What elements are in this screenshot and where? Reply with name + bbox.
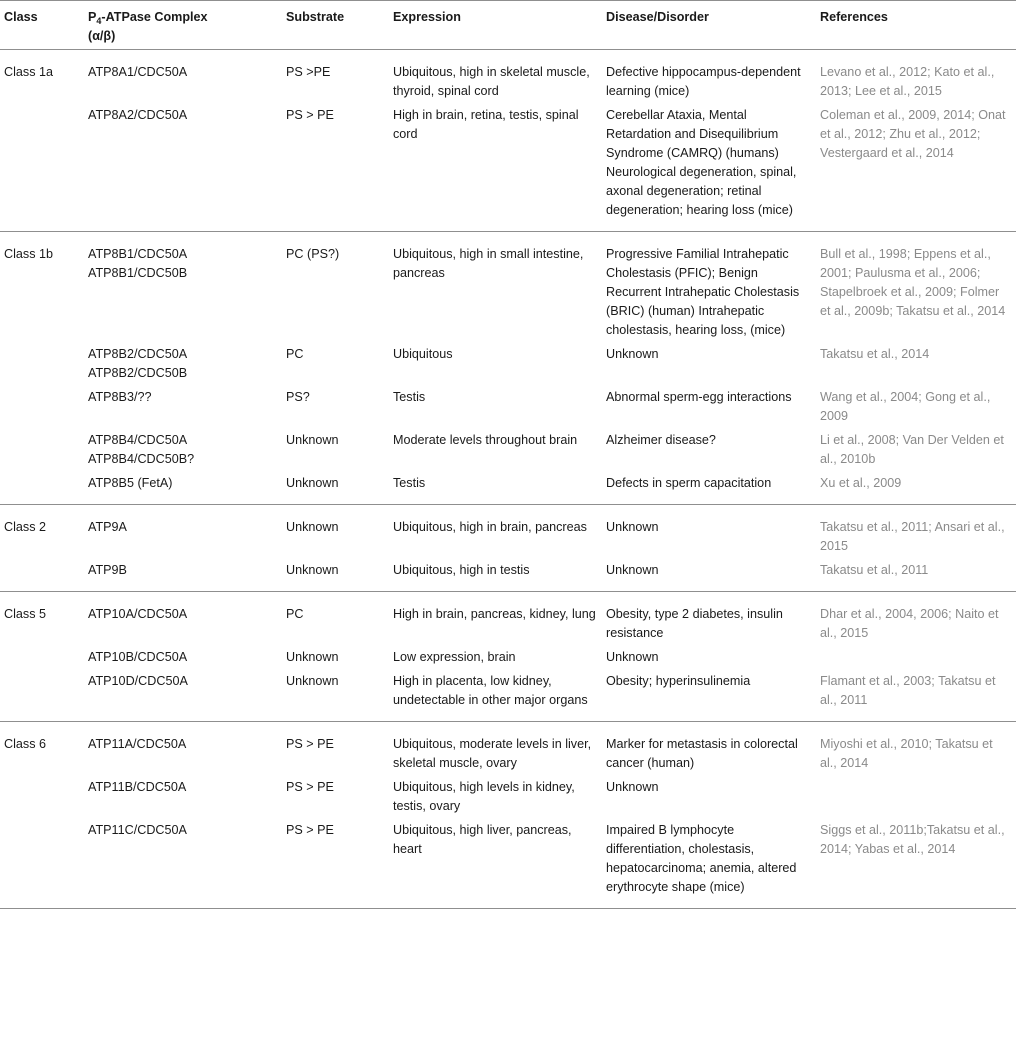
disease-cell: Cerebellar Ataxia, Mental Retardation and Disequilibrium Syndrome (CAMRQ) (humans) Neurological degeneration, spinal, axonal degeneration; retinal degeneration; hearing loss (mice) <box>602 103 816 232</box>
substrate-cell: PC (PS?) <box>286 247 340 261</box>
expression-cell: Ubiquitous, moderate levels in liver, skeletal muscle, ovary <box>393 737 592 770</box>
header-references: References <box>816 1 1016 50</box>
substrate-cell: Unknown <box>282 558 389 592</box>
complex-cell <box>84 722 282 776</box>
table-row <box>0 645 1016 669</box>
references-cell: Wang et al., 2004; Gong et al., 2009 <box>820 390 991 423</box>
expression-cell: Ubiquitous, high levels in kidney, testis, ovary <box>393 780 575 813</box>
complex-name: ATP8B3/?? <box>88 390 152 404</box>
complex-name: ATP10A/CDC50A <box>88 607 188 621</box>
complex-cell <box>84 505 282 559</box>
expression-cell: High in placenta, low kidney, undetectable in other major organs <box>389 669 602 722</box>
complex-name: ATP11A/CDC50A <box>88 737 187 751</box>
disease-cell: Alzheimer disease? <box>606 433 716 447</box>
expression-cell: High in brain, retina, testis, spinal cord <box>389 103 602 232</box>
disease-cell: Defects in sperm capacitation <box>602 471 816 505</box>
references-cell <box>816 775 1016 818</box>
header-complex-prefix: P <box>88 10 97 24</box>
table-row <box>0 505 1016 559</box>
expression-cell: Low expression, brain <box>393 650 516 664</box>
disease-cell: Progressive Familial Intrahepatic Cholestasis (PFIC); Benign Recurrent Intrahepatic Cholestasis (BRIC) (human) Intrahepatic cholestasis, hearing loss, (mice) <box>606 247 800 337</box>
complex-name: ATP8B1/CDC50A <box>88 247 188 261</box>
table-row <box>0 558 1016 592</box>
header-expression: Expression <box>389 1 602 50</box>
substrate-cell: Unknown <box>286 520 339 534</box>
class-cell <box>0 645 84 669</box>
class-cell: Class 5 <box>4 607 46 621</box>
class-cell <box>0 385 84 428</box>
references-cell: Takatsu et al., 2014 <box>820 347 930 361</box>
references-cell <box>816 645 1016 669</box>
complex-name: ATP8B4/CDC50B? <box>88 452 195 466</box>
table-row <box>0 232 1016 343</box>
complex-cell <box>84 775 282 818</box>
references-cell: Flamant et al., 2003; Takatsu et al., 2011 <box>816 669 1016 722</box>
complex-name: ATP11C/CDC50A <box>88 823 187 837</box>
class-cell <box>0 818 84 909</box>
references-cell: Takatsu et al., 2011; Ansari et al., 2015 <box>820 520 1005 553</box>
disease-cell: Unknown <box>606 520 659 534</box>
complex-cell <box>84 471 282 505</box>
complex-name: ATP8A2/CDC50A <box>88 108 188 122</box>
complex-cell <box>84 385 282 428</box>
complex-cell <box>84 103 282 232</box>
disease-cell: Unknown <box>606 650 659 664</box>
header-row <box>0 1 1016 50</box>
class-cell: Class 1b <box>4 247 53 261</box>
expression-cell: Ubiquitous <box>393 347 453 361</box>
complex-name: ATP8B5 (FetA) <box>88 476 173 490</box>
complex-name: ATP8B2/CDC50A <box>88 347 188 361</box>
disease-cell: Marker for metastasis in colorectal cancer (human) <box>606 737 798 770</box>
substrate-cell: PS > PE <box>286 780 334 794</box>
complex-cell <box>84 232 282 343</box>
substrate-cell: Unknown <box>286 650 339 664</box>
complex-name: ATP8A1/CDC50A <box>88 65 188 79</box>
disease-cell: Unknown <box>606 347 659 361</box>
class-cell <box>0 428 84 471</box>
header-class: Class <box>0 1 84 50</box>
references-cell: Bull et al., 1998; Eppens et al., 2001; Paulusma et al., 2006; Stapelbroek et al., 2009; Folmer et al., 2009b; Takatsu et al., 2014 <box>820 247 1006 318</box>
complex-cell <box>84 645 282 669</box>
substrate-cell: Unknown <box>282 471 389 505</box>
disease-cell: Defective hippocampus-dependent learning (mice) <box>606 65 801 98</box>
substrate-cell: PC <box>286 607 304 621</box>
expression-cell: Ubiquitous, high in small intestine, pancreas <box>393 247 584 280</box>
complex-name: ATP10B/CDC50A <box>88 650 188 664</box>
substrate-cell: Unknown <box>286 433 339 447</box>
complex-name: ATP8B4/CDC50A <box>88 433 188 447</box>
substrate-cell: PC <box>286 347 304 361</box>
complex-cell <box>84 50 282 104</box>
class-cell <box>0 342 84 385</box>
expression-cell: Testis <box>389 471 602 505</box>
substrate-cell: PS > PE <box>282 103 389 232</box>
references-cell: Miyoshi et al., 2010; Takatsu et al., 2014 <box>820 737 993 770</box>
header-complex <box>84 1 282 50</box>
complex-name: ATP8B1/CDC50B <box>88 266 188 280</box>
disease-cell: Unknown <box>606 780 659 794</box>
disease-cell: Abnormal sperm-egg interactions <box>606 390 792 404</box>
class-cell <box>0 471 84 505</box>
header-complex-subscript: 4 <box>96 16 102 26</box>
table-row <box>0 471 1016 505</box>
expression-cell: High in brain, pancreas, kidney, lung <box>393 607 596 621</box>
disease-cell: Obesity; hyperinsulinemia <box>602 669 816 722</box>
substrate-cell: PS >PE <box>286 65 331 79</box>
substrate-cell: PS? <box>286 390 310 404</box>
table-row <box>0 818 1016 909</box>
table-row <box>0 50 1016 104</box>
class-cell <box>0 558 84 592</box>
class-cell: Class 1a <box>4 65 53 79</box>
complex-name: ATP10D/CDC50A <box>88 674 188 688</box>
references-cell: Li et al., 2008; Van Der Velden et al., 2010b <box>820 433 1004 466</box>
expression-cell: Ubiquitous, high liver, pancreas, heart <box>389 818 602 909</box>
expression-cell: Ubiquitous, high in testis <box>389 558 602 592</box>
references-cell: Dhar et al., 2004, 2006; Naito et al., 2015 <box>820 607 999 640</box>
complex-cell <box>84 592 282 646</box>
complex-name: ATP8B2/CDC50B <box>88 366 188 380</box>
complex-name: ATP11B/CDC50A <box>88 780 187 794</box>
table-row <box>0 592 1016 646</box>
substrate-cell: Unknown <box>282 669 389 722</box>
header-disease: Disease/Disorder <box>602 1 816 50</box>
expression-cell: Moderate levels throughout brain <box>393 433 578 447</box>
expression-cell: Ubiquitous, high in brain, pancreas <box>393 520 587 534</box>
header-complex-rest: -ATPase Complex <box>101 10 208 24</box>
references-cell: Xu et al., 2009 <box>816 471 1016 505</box>
references-cell: Coleman et al., 2009, 2014; Onat et al., 2012; Zhu et al., 2012; Vestergaard et al., 2014 <box>816 103 1016 232</box>
class-cell <box>0 103 84 232</box>
table-row <box>0 722 1016 776</box>
complex-cell <box>84 558 282 592</box>
references-cell: Levano et al., 2012; Kato et al., 2013; Lee et al., 2015 <box>820 65 995 98</box>
table-body <box>0 50 1016 909</box>
disease-cell: Unknown <box>602 558 816 592</box>
table-row <box>0 385 1016 428</box>
class-cell <box>0 775 84 818</box>
references-cell: Takatsu et al., 2011 <box>816 558 1016 592</box>
disease-cell: Obesity, type 2 diabetes, insulin resistance <box>606 607 783 640</box>
class-cell: Class 6 <box>4 737 46 751</box>
class-cell <box>0 669 84 722</box>
complex-cell <box>84 342 282 385</box>
expression-cell: Ubiquitous, high in skeletal muscle, thyroid, spinal cord <box>393 65 590 98</box>
substrate-cell: PS > PE <box>286 737 334 751</box>
complex-cell <box>84 818 282 909</box>
complex-name: ATP9A <box>88 520 127 534</box>
table-row <box>0 775 1016 818</box>
table-row <box>0 342 1016 385</box>
header-complex-line2: (α/β) <box>88 29 116 43</box>
table-row <box>0 669 1016 722</box>
disease-cell: Impaired B lymphocyte differentiation, cholestasis, hepatocarcinoma; anemia, altered erythrocyte shape (mice) <box>602 818 816 909</box>
expression-cell: Testis <box>393 390 426 404</box>
references-cell: Siggs et al., 2011b;Takatsu et al., 2014; Yabas et al., 2014 <box>816 818 1016 909</box>
complex-name: ATP9B <box>88 563 127 577</box>
substrate-cell: PS > PE <box>282 818 389 909</box>
header-substrate: Substrate <box>282 1 389 50</box>
class-cell: Class 2 <box>4 520 46 534</box>
complex-cell <box>84 428 282 471</box>
table-row <box>0 428 1016 471</box>
table-row <box>0 103 1016 232</box>
complex-cell <box>84 669 282 722</box>
